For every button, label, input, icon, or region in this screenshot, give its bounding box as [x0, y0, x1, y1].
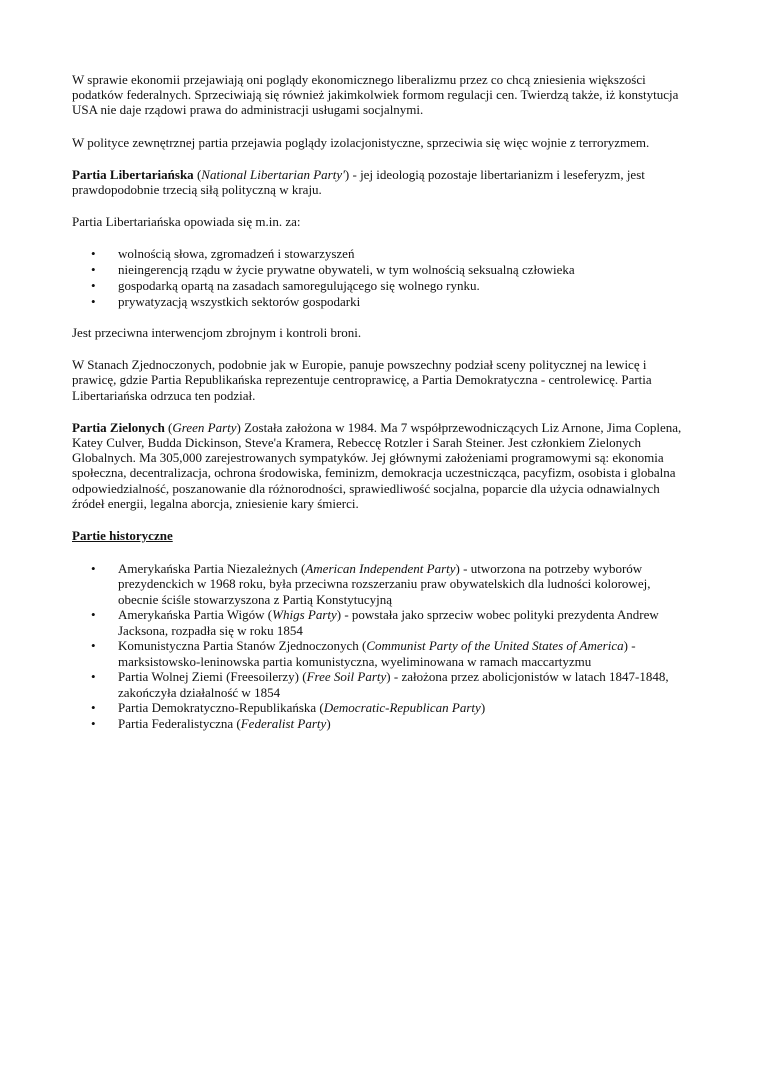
paragraph-left-right: W Stanach Zjednoczonych, podobnie jak w Europie, panuje powszechny podział sceny politycznej na lewicę i prawicę, gdzie Partia Republikańska reprezentuje centroprawicę, a Partia Demokratyczna - centrolewicę. Partia Libertariańska odrzuca ten podział.: [72, 357, 652, 403]
list-item: [72, 669, 690, 699]
document-page: [72, 72, 690, 747]
party-english-name: Whigs Party: [272, 607, 337, 623]
list-item: [72, 700, 690, 715]
party-name: Partia Demokratyczno-Republikańska (: [118, 700, 324, 716]
party-name: Amerykańska Partia Wigów (: [118, 607, 273, 623]
paragraph-libertarian-intro: [72, 167, 690, 197]
party-english-name: Federalist Party: [240, 716, 327, 732]
list-item-text: nieingerencją rządu w życie prywatne obywateli, w tym wolnością seksualną człowieka: [118, 262, 575, 278]
libertarian-list: [72, 246, 690, 309]
list-item: [72, 262, 690, 277]
historical-parties-list: [72, 561, 690, 731]
paren-open: (: [193, 166, 202, 182]
party-english-name: Green Party: [172, 419, 237, 435]
bullet-icon: •: [91, 246, 96, 262]
section-heading-historical: Partie historyczne: [72, 528, 173, 544]
list-item: [72, 716, 690, 731]
party-description: ): [326, 716, 331, 732]
list-item: [72, 561, 690, 607]
party-english-name: Communist Party of the United States of America: [366, 638, 624, 654]
party-name: Partia Federalistyczna (: [118, 716, 241, 732]
list-item-text: gospodarką opartą na zasadach samoregulującego się wolnego rynku.: [118, 278, 480, 294]
list-item-text: prywatyzacją wszystkich sektorów gospodarki: [118, 293, 361, 309]
paragraph-text: ) - jej ideologią pozostaje libertarianizm i leseferyzm, jest prawdopodobnie trzecią siłą polityczną w kraju.: [72, 166, 645, 198]
bullet-icon: •: [91, 262, 96, 278]
paragraph-green-party: [72, 420, 690, 511]
paragraph-libertarian-against: Jest przeciwna interwencjom zbrojnym i kontroli broni.: [72, 325, 362, 341]
bullet-icon: •: [91, 638, 96, 654]
list-item: [72, 607, 690, 637]
party-description: ) - utworzona na potrzeby wyborów prezydenckich w 1968 roku, była przeciwna rozszerzaniu praw obywatelskich dla ludności kolorowej, obecnie ściśle stowarzyszona z Partią Konstytucyjną: [118, 561, 651, 607]
paragraph-foreign-policy: W polityce zewnętrznej partia przejawia poglądy izolacjonistyczne, sprzeciwia się więc wojnie z terroryzmem.: [72, 134, 650, 150]
list-item-text: wolnością słowa, zgromadzeń i stowarzyszeń: [118, 246, 355, 262]
bullet-icon: •: [91, 700, 96, 716]
party-name: Komunistyczna Partia Stanów Zjednoczonych (: [118, 638, 367, 654]
party-description: ) - założona przez abolicjonistów w latach 1847-1848, zakończyła działalność w 1854: [118, 669, 669, 700]
paragraph-text: ) Została założona w 1984. Ma 7 współprzewodniczących Liz Arnone, Jima Coplena, Katey Culver, Budda Dickinson, Steve'a Kramera, Rebeccę Rotzler i Sarah Steiner. Jest członkiem Zielonych Globalnych. Ma 305,000 zarejestrowanych sympatyków. Jej głównymi założeniami programowymi są: ekonomia społeczna, decentralizacja, ochrona środowiska, feminizm, demokracja uczestnicząca, pacyfizm, osobista i globalna odpowiedzialność, poszanowanie dla różnorodności, sprawiedliwość socjalna, poparcie dla użycia odnawialnych źródeł energii, legalna aborcja, zniesienie kary śmierci.: [72, 419, 682, 511]
party-english-name: Free Soil Party: [306, 669, 387, 685]
list-item: [72, 294, 690, 309]
paragraph-libertarian-supports: Partia Libertariańska opowiada się m.in. za:: [72, 214, 301, 230]
list-item: [72, 246, 690, 261]
party-description: ): [480, 700, 486, 716]
party-name: Partia Wolnej Ziemi (Freesoilerzy) (: [118, 669, 307, 685]
party-name-green: Partia Zielonych: [72, 419, 165, 435]
list-item: [72, 638, 690, 668]
party-description: ) - marksistowsko-leninowska partia komunistyczna, wyeliminowana w ramach maccartyzmu: [118, 638, 636, 669]
bullet-icon: •: [91, 607, 96, 623]
party-english-name: National Libertarian Party': [201, 166, 345, 182]
bullet-icon: •: [91, 278, 96, 294]
party-english-name: American Independent Party: [305, 561, 456, 577]
party-name-libertarian: Partia Libertariańska: [72, 166, 194, 182]
bullet-icon: •: [91, 293, 96, 309]
party-description: ) - powstała jako sprzeciw wobec polityki prezydenta Andrew Jacksona, rozpadła się w roku 1854: [118, 607, 659, 638]
party-name: Amerykańska Partia Niezależnych (: [118, 561, 306, 577]
list-item: [72, 278, 690, 293]
bullet-icon: •: [91, 716, 96, 732]
paren-open: (: [164, 419, 173, 435]
bullet-icon: •: [91, 669, 96, 685]
party-english-name: Democratic-Republican Party: [323, 700, 481, 716]
paragraph-economy: W sprawie ekonomii przejawiają oni poglądy ekonomicznego liberalizmu przez co chcą zniesienia większości podatków federalnych. Sprzeciwiają się również jakimkolwiek formom regulacji cen. Twierdzą także, iż konstytucja USA nie daje rządowi prawa do administracji usługami socjalnymi.: [72, 72, 679, 118]
bullet-icon: •: [91, 561, 96, 577]
